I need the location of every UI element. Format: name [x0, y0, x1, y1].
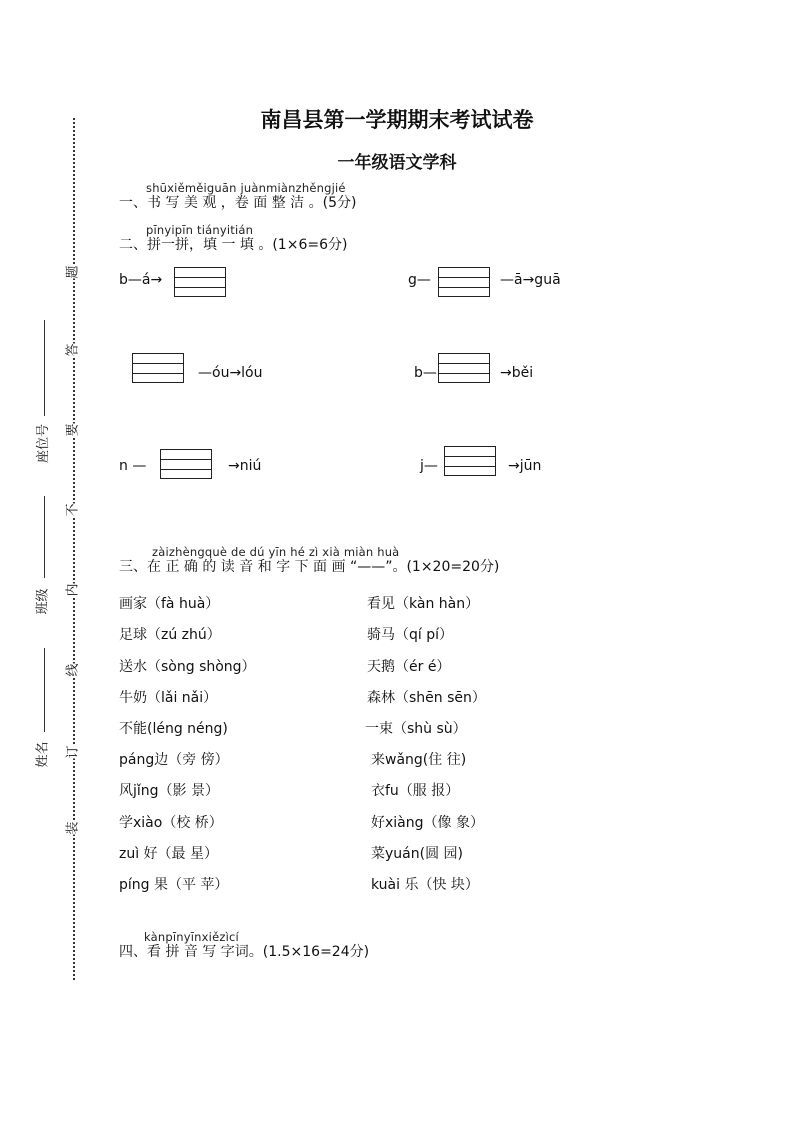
- reading-item: 衣fu（服 报）: [371, 783, 460, 799]
- reading-item: 看见（kàn hàn）: [367, 596, 480, 612]
- section1-pinyin: shūxiěměiguān juànmiànzhěngjié: [146, 181, 346, 195]
- reading-item: 菜yuán(圆 园): [371, 846, 463, 862]
- pinyin-item-2-left: g—: [408, 272, 431, 288]
- exam-title: 南昌县第一学期期末考试试卷: [260, 108, 534, 132]
- section2-pinyin: pīnyipīn tiányitián: [146, 223, 254, 237]
- name-blank[interactable]: [44, 648, 45, 732]
- pinyin-item-5-left: n —: [119, 458, 147, 474]
- section4-pinyin: kànpīnyīnxiězìcí: [144, 930, 239, 944]
- pinyin-grid-5[interactable]: [160, 449, 212, 479]
- pinyin-item-6-left: j—: [420, 458, 438, 474]
- pinyin-item-3-right: —óu→lóu: [198, 365, 263, 381]
- pinyin-grid-2[interactable]: [438, 267, 490, 297]
- reading-item: píng 果（平 苹）: [119, 877, 229, 893]
- binding-dotted-line: [73, 118, 75, 980]
- pinyin-grid-3[interactable]: [132, 353, 184, 383]
- binding-char-3: 要: [64, 423, 84, 436]
- reading-item: 学xiào（校 桥）: [119, 815, 223, 831]
- pinyin-grid-1[interactable]: [174, 267, 226, 297]
- reading-item: 足球（zú zhú）: [119, 627, 221, 643]
- section1-heading: 一、书 写 美 观 ，卷 面 整 洁 。(5分): [119, 195, 357, 211]
- seat-number-blank[interactable]: [44, 320, 45, 416]
- seat-number-label: 座位号: [36, 423, 52, 464]
- pinyin-item-2-right: —ā→guā: [500, 272, 561, 288]
- class-label: 班级: [35, 588, 51, 615]
- section2-heading: 二、拼一拼，填 一 填 。(1×6=6分): [119, 237, 348, 253]
- binding-char-8: 装: [64, 821, 84, 834]
- reading-item: 风jǐng（影 景）: [119, 783, 219, 799]
- reading-item: 好xiàng（像 象）: [371, 815, 484, 831]
- reading-item: zuì 好（最 星）: [119, 846, 219, 862]
- binding-char-2: 答: [64, 343, 84, 356]
- reading-item: 一束（shù sù）: [365, 721, 467, 737]
- reading-item: 天鹅（ér é）: [367, 659, 451, 675]
- reading-item: 送水（sòng shòng）: [119, 659, 256, 675]
- pinyin-item-4-right: →běi: [500, 365, 534, 381]
- binding-char-1: 题: [64, 265, 84, 278]
- binding-char-5: 内: [64, 583, 84, 596]
- section3-heading: 三、在 正 确 的 读 音 和 字 下 面 画 “——”。(1×20=20分): [119, 559, 500, 575]
- reading-item: 骑马（qí pí）: [367, 627, 454, 643]
- binding-char-4: 不: [64, 503, 84, 516]
- reading-item: páng边（旁 傍）: [119, 752, 229, 768]
- pinyin-item-4-left: b—: [414, 365, 437, 381]
- section4-heading: 四、看 拼 音 写 字词。(1.5×16=24分): [119, 944, 370, 960]
- section3-pinyin: zàizhèngquè de dú yīn hé zì xià miàn huà: [152, 545, 400, 559]
- pinyin-item-1-left: b—á→: [119, 272, 163, 288]
- reading-item: 不能(léng néng): [119, 721, 228, 737]
- exam-subtitle: 一年级语文学科: [337, 153, 457, 173]
- class-blank[interactable]: [44, 496, 45, 578]
- pinyin-item-5-right: →niú: [228, 458, 262, 474]
- reading-item: 来wǎng(住 往): [371, 752, 467, 768]
- reading-item: 森林（shēn sēn）: [367, 690, 486, 706]
- name-label: 姓名: [35, 741, 51, 768]
- pinyin-item-6-right: →jūn: [508, 458, 542, 474]
- binding-char-6: 线: [64, 663, 84, 676]
- binding-char-7: 订: [64, 745, 84, 758]
- reading-item: 牛奶（lǎi nǎi）: [119, 690, 218, 706]
- pinyin-grid-4[interactable]: [438, 353, 490, 383]
- pinyin-grid-6[interactable]: [444, 446, 496, 476]
- reading-item: kuài 乐（快 块）: [371, 877, 479, 893]
- reading-item: 画家（fà huà）: [119, 596, 220, 612]
